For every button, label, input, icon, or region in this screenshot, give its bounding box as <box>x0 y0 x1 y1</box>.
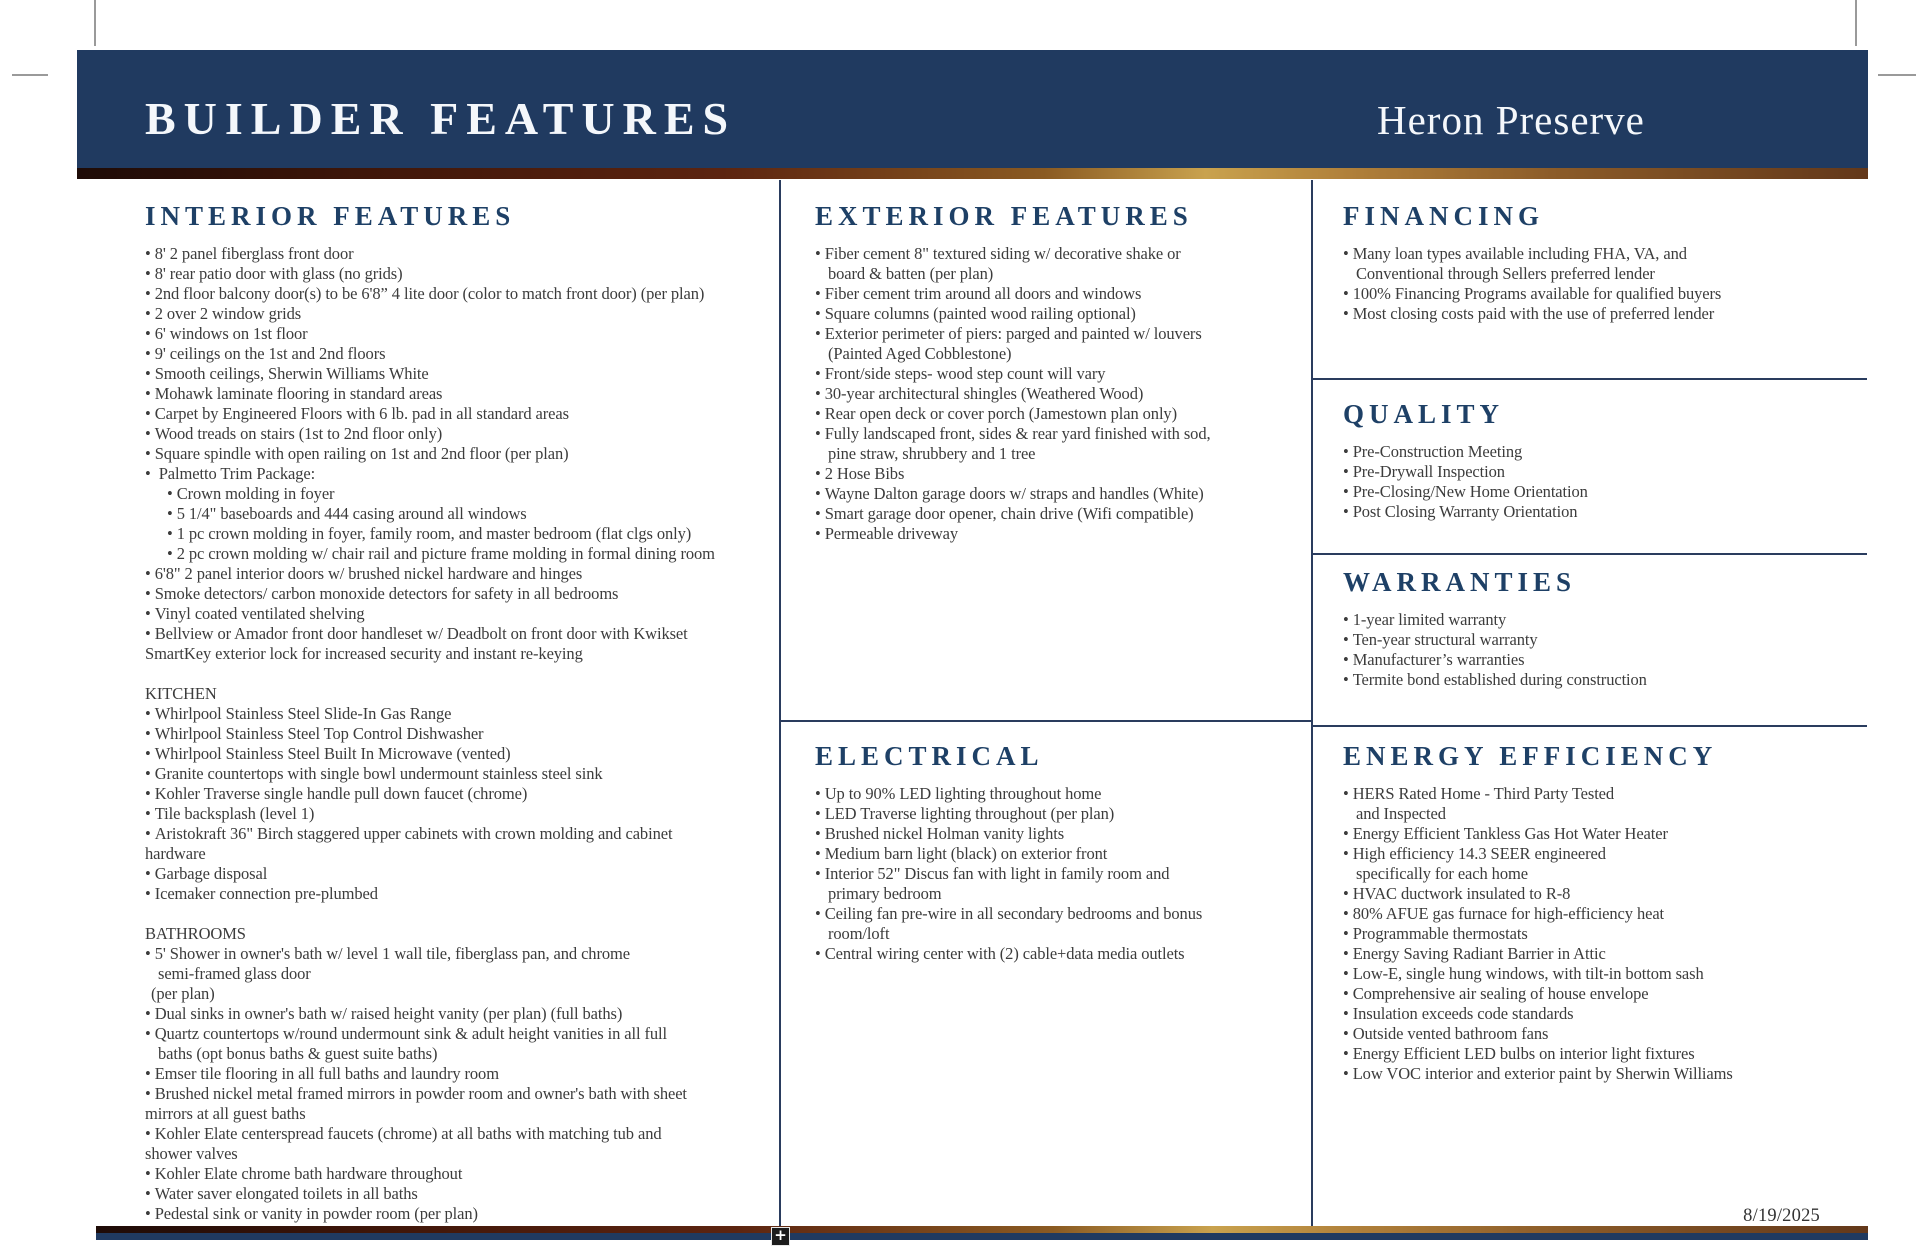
list-line: • Insulation exceeds code standards <box>1343 1004 1867 1024</box>
crop-mark-top-left-vertical <box>94 0 96 46</box>
section-heading: ENERGY EFFICIENCY <box>1343 741 1718 771</box>
list-line: • Brushed nickel Holman vanity lights <box>815 824 1309 844</box>
header-accent-stripe <box>77 168 1868 179</box>
crop-mark-top-right-vertical <box>1855 0 1857 46</box>
list-line: • Smart garage door opener, chain drive (Wifi compatible) <box>815 504 1309 524</box>
column-divider-1 <box>779 180 781 1226</box>
list-line: • Brushed nickel metal framed mirrors in powder room and owner's bath with sheet <box>145 1084 779 1104</box>
exterior-features-list <box>815 244 1309 544</box>
list-line: and Inspected <box>1356 804 1446 824</box>
section-interior-features <box>145 200 779 1224</box>
section-quality <box>1343 398 1867 522</box>
list-line: • Whirlpool Stainless Steel Top Control Dishwasher <box>145 724 779 744</box>
list-line: (Painted Aged Cobblestone) <box>828 344 1012 364</box>
divider-warranties-energy <box>1311 725 1867 727</box>
list-line: • Comprehensive air sealing of house envelope <box>1343 984 1867 1004</box>
list-line: • 9' ceilings on the 1st and 2nd floors <box>145 344 779 364</box>
list-line: • Bellview or Amador front door handleset w/ Deadbolt on front door with Kwikset <box>145 624 779 644</box>
list-line: • Square columns (painted wood railing optional) <box>815 304 1309 324</box>
list-line: • 6'8" 2 panel interior doors w/ brushed nickel hardware and hinges <box>145 564 779 584</box>
list-line: • Manufacturer’s warranties <box>1343 650 1867 670</box>
list-line: • Fiber cement 8" textured siding w/ decorative shake or <box>815 244 1309 264</box>
list-line: pine straw, shrubbery and 1 tree <box>828 444 1036 464</box>
list-line: • Ten-year structural warranty <box>1343 630 1867 650</box>
list-line: • LED Traverse lighting throughout (per plan) <box>815 804 1309 824</box>
section-heading: INTERIOR FEATURES <box>145 201 516 231</box>
list-line: • 2nd floor balcony door(s) to be 6'8” 4 lite door (color to match front door) (per plan) <box>145 284 779 304</box>
list-line: • Quartz countertops w/round undermount sink & adult height vanities in all full <box>145 1024 779 1044</box>
list-line: hardware <box>145 844 206 864</box>
divider-quality-warranties <box>1311 553 1867 555</box>
list-line: SmartKey exterior lock for increased security and instant re-keying <box>145 644 583 664</box>
list-line: • Tile backsplash (level 1) <box>145 804 779 824</box>
section-warranties <box>1343 566 1867 690</box>
list-line: • Medium barn light (black) on exterior front <box>815 844 1309 864</box>
list-line: • Pedestal sink or vanity in powder room (per plan) <box>145 1204 779 1224</box>
section-heading: WARRANTIES <box>1343 567 1577 597</box>
list-line: • Low-E, single hung windows, with tilt-in bottom sash <box>1343 964 1867 984</box>
list-subheading: KITCHEN <box>145 684 217 704</box>
list-line: • Front/side steps- wood step count will vary <box>815 364 1309 384</box>
list-line: • 6' windows on 1st floor <box>145 324 779 344</box>
list-line <box>145 664 779 684</box>
list-line: • Pre-Closing/New Home Orientation <box>1343 482 1867 502</box>
list-line: • Fiber cement trim around all doors and windows <box>815 284 1309 304</box>
list-line: • Kohler Elate centerspread faucets (chrome) at all baths with matching tub and <box>145 1124 779 1144</box>
financing-list <box>1343 244 1867 324</box>
list-line: shower valves <box>145 1144 238 1164</box>
list-line: • Water saver elongated toilets in all baths <box>145 1184 779 1204</box>
list-line: • HVAC ductwork insulated to R-8 <box>1343 884 1867 904</box>
crop-mark-top-left-horizontal <box>12 74 48 76</box>
list-line: • Central wiring center with (2) cable+data media outlets <box>815 944 1309 964</box>
list-line: • 8' rear patio door with glass (no grids) <box>145 264 779 284</box>
list-line: • Palmetto Trim Package: <box>145 464 779 484</box>
list-line: • Outside vented bathroom fans <box>1343 1024 1867 1044</box>
list-line: • 30-year architectural shingles (Weathered Wood) <box>815 384 1309 404</box>
list-line: • Energy Saving Radiant Barrier in Attic <box>1343 944 1867 964</box>
list-line: • Permeable driveway <box>815 524 1309 544</box>
list-line: • Whirlpool Stainless Steel Slide-In Gas Range <box>145 704 779 724</box>
list-line: • 100% Financing Programs available for qualified buyers <box>1343 284 1867 304</box>
electrical-list <box>815 784 1309 964</box>
crop-mark-top-right-horizontal <box>1878 74 1916 76</box>
list-line: • Most closing costs paid with the use of preferred lender <box>1343 304 1867 324</box>
list-line: • Energy Efficient Tankless Gas Hot Water Heater <box>1343 824 1867 844</box>
list-line: • Carpet by Engineered Floors with 6 lb. pad in all standard areas <box>145 404 779 424</box>
list-line: • Granite countertops with single bowl undermount stainless steel sink <box>145 764 779 784</box>
header-bar <box>77 50 1868 168</box>
footer-bar <box>96 1233 1868 1240</box>
warranties-list <box>1343 610 1867 690</box>
list-line: • Icemaker connection pre-plumbed <box>145 884 779 904</box>
list-line: • Post Closing Warranty Orientation <box>1343 502 1867 522</box>
list-line: • Garbage disposal <box>145 864 779 884</box>
document-date: 8/19/2025 <box>1743 1206 1820 1226</box>
community-name: Heron Preserve <box>1377 97 1645 143</box>
list-line: • 2 over 2 window grids <box>145 304 779 324</box>
list-line: baths (opt bonus baths & guest suite baths) <box>158 1044 438 1064</box>
plus-icon[interactable]: + <box>771 1227 790 1246</box>
list-line: • Crown molding in foyer <box>145 484 779 504</box>
section-financing <box>1343 200 1867 324</box>
list-line: • Aristokraft 36" Birch staggered upper cabinets with crown molding and cabinet <box>145 824 779 844</box>
list-line: • 2 Hose Bibs <box>815 464 1309 484</box>
list-line <box>145 904 779 924</box>
list-line: • 80% AFUE gas furnace for high-efficiency heat <box>1343 904 1867 924</box>
section-heading: FINANCING <box>1343 201 1545 231</box>
section-energy-efficiency <box>1343 740 1867 1084</box>
section-heading: QUALITY <box>1343 399 1505 429</box>
list-line: • Pre-Drywall Inspection <box>1343 462 1867 482</box>
list-line: (per plan) <box>151 984 215 1004</box>
list-line: • Vinyl coated ventilated shelving <box>145 604 779 624</box>
list-line: • Energy Efficient LED bulbs on interior light fixtures <box>1343 1044 1867 1064</box>
list-line: • Dual sinks in owner's bath w/ raised height vanity (per plan) (full baths) <box>145 1004 779 1024</box>
list-line: • 8' 2 panel fiberglass front door <box>145 244 779 264</box>
list-line: • 1 pc crown molding in foyer, family room, and master bedroom (flat clgs only) <box>145 524 779 544</box>
list-line: • Fully landscaped front, sides & rear yard finished with sod, <box>815 424 1309 444</box>
list-line: • Smooth ceilings, Sherwin Williams White <box>145 364 779 384</box>
list-line: • 5 1/4" baseboards and 444 casing around all windows <box>145 504 779 524</box>
section-heading: EXTERIOR FEATURES <box>815 201 1193 231</box>
list-line: primary bedroom <box>828 884 942 904</box>
interior-features-list <box>145 244 779 1224</box>
list-line: • 1-year limited warranty <box>1343 610 1867 630</box>
list-line: • Wayne Dalton garage doors w/ straps and handles (White) <box>815 484 1309 504</box>
section-electrical <box>815 740 1309 964</box>
column-divider-2 <box>1311 180 1313 1226</box>
list-line: • Emser tile flooring in all full baths and laundry room <box>145 1064 779 1084</box>
list-line: semi-framed glass door <box>158 964 311 984</box>
list-line: • Programmable thermostats <box>1343 924 1867 944</box>
list-line: • Square spindle with open railing on 1st and 2nd floor (per plan) <box>145 444 779 464</box>
footer-accent-stripe <box>96 1226 1868 1233</box>
list-line: • Whirlpool Stainless Steel Built In Microwave (vented) <box>145 744 779 764</box>
list-line: • Kohler Traverse single handle pull down faucet (chrome) <box>145 784 779 804</box>
section-heading: ELECTRICAL <box>815 741 1044 771</box>
list-line: • HERS Rated Home - Third Party Tested <box>1343 784 1867 804</box>
list-subheading: BATHROOMS <box>145 924 246 944</box>
list-line: • Wood treads on stairs (1st to 2nd floor only) <box>145 424 779 444</box>
list-line: • Mohawk laminate flooring in standard areas <box>145 384 779 404</box>
list-line: room/loft <box>828 924 890 944</box>
list-line: • 2 pc crown molding w/ chair rail and picture frame molding in formal dining room <box>145 544 779 564</box>
list-line: • Termite bond established during construction <box>1343 670 1867 690</box>
list-line: • Rear open deck or cover porch (Jamestown plan only) <box>815 404 1309 424</box>
quality-list <box>1343 442 1867 522</box>
list-line: mirrors at all guest baths <box>145 1104 306 1124</box>
list-line: board & batten (per plan) <box>828 264 994 284</box>
list-line: • Exterior perimeter of piers: parged and painted w/ louvers <box>815 324 1309 344</box>
section-exterior-features <box>815 200 1309 544</box>
list-line: • Up to 90% LED lighting throughout home <box>815 784 1309 804</box>
list-line: • Smoke detectors/ carbon monoxide detectors for safety in all bedrooms <box>145 584 779 604</box>
divider-exterior-electrical <box>779 720 1313 722</box>
list-line: • Pre-Construction Meeting <box>1343 442 1867 462</box>
list-line: Conventional through Sellers preferred lender <box>1356 264 1655 284</box>
divider-financing-quality <box>1311 378 1867 380</box>
list-line: • 5' Shower in owner's bath w/ level 1 wall tile, fiberglass pan, and chrome <box>145 944 779 964</box>
list-line: • Interior 52" Discus fan with light in family room and <box>815 864 1309 884</box>
list-line: • Many loan types available including FHA, VA, and <box>1343 244 1867 264</box>
document-title: BUILDER FEATURES <box>145 93 737 144</box>
list-line: • Low VOC interior and exterior paint by Sherwin Williams <box>1343 1064 1867 1084</box>
list-line: • Kohler Elate chrome bath hardware throughout <box>145 1164 779 1184</box>
list-line: specifically for each home <box>1356 864 1528 884</box>
energy-efficiency-list <box>1343 784 1867 1084</box>
list-line: • Ceiling fan pre-wire in all secondary bedrooms and bonus <box>815 904 1309 924</box>
list-line: • High efficiency 14.3 SEER engineered <box>1343 844 1867 864</box>
